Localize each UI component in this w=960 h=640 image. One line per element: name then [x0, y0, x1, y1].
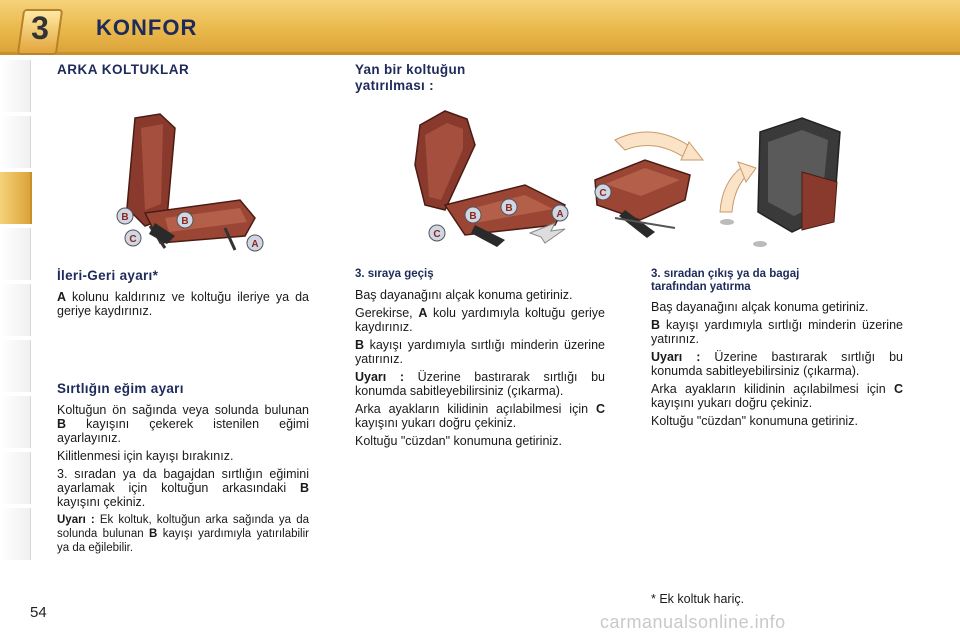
chapter-tab-4[interactable] [0, 228, 31, 280]
heading-third-row-exit: 3. sıradan çıkış ya da bagaj tarafından yatırma [651, 268, 800, 293]
text-third-row-access: Baş dayanağını alçak konuma getiriniz. Gerekirse, A kolu yardımıyla koltuğu geriye kaydırınız. B kayışı yardımıyla sırtlığı minderin üzerine yatırınız. Uyarı : Üzerine bastırarak sırtlığı bu konumda sabitleyebilirsiniz (çıkarma). Arka ayakların kilidinin açılabilmesi için C kayışını yukarı doğru çekiniz. Koltuğu "cüzdan" konumuna getiriniz. [355, 288, 605, 448]
chapter-tab-5[interactable] [0, 284, 31, 336]
footnote: * Ek koltuk hariç. [651, 592, 745, 606]
header-rule [0, 52, 960, 55]
heading-third-row-access: 3. sıraya geçiş [355, 268, 434, 280]
section-title-rear-seats: ARKA KOLTUKLAR [57, 62, 190, 77]
chapter-tabs [0, 60, 34, 575]
page-number: 54 [30, 604, 47, 621]
chapter-tab-2[interactable] [0, 116, 31, 168]
label-c [125, 230, 141, 246]
label-c-3 [595, 184, 611, 200]
chapter-tab-8[interactable] [0, 452, 31, 504]
label-b-4 [501, 199, 517, 215]
seat-fold-illustration-3 [712, 112, 847, 252]
text-backrest-tilt: Koltuğun ön sağında veya solunda bulunan B kayışını çekerek istenilen eğimi ayarlayınız. Kilitlenmesi için kayışı bırakınız. 3. sıradan ya da bagajdan sırtlığın eğimini ayarlamak için koltuğun arkasındaki B kayışını çekiniz. Uyarı : Ek koltuk, koltuğun arka sağında ya da solunda bulunan B kayışı yardımıyla yatırılabilir ya da eğilebilir. [57, 403, 310, 554]
svg-text:B: B [505, 203, 513, 214]
svg-text:A: A [251, 239, 259, 250]
label-c-2 [429, 225, 445, 241]
text-third-row-exit: Baş dayanağını alçak konuma getiriniz. B kayışı yardımıyla sırtlığı minderin üzerine yatırınız. Uyarı : Üzerine bastırarak sırtlığı bu konumda sabitleyebilirsiniz (çıkarma). Arka ayakların kilidinin açılabilmesi için C kayışını yukarı doğru çekiniz. Koltuğu "cüzdan" konumuna getiriniz. [651, 300, 904, 428]
label-b-2 [177, 212, 193, 228]
svg-text:A: A [556, 209, 564, 220]
seat-fold-illustration-2 [585, 120, 715, 240]
svg-text:C: C [433, 229, 441, 240]
chapter-tab-6[interactable] [0, 340, 31, 392]
svg-text:C: C [599, 188, 607, 199]
svg-text:C: C [129, 234, 137, 245]
heading-backrest-tilt: Sırtlığın eğim ayarı [57, 381, 184, 396]
chapter-number: 3 [31, 10, 49, 46]
section-title-fold-side-seat: Yan bir koltuğun yatırılması : [355, 62, 466, 93]
chapter-tab-1[interactable] [0, 60, 31, 112]
watermark: carmanualsonline.info [600, 612, 786, 632]
text-forward-back-adjust: A kolunu kaldırınız ve koltuğu ileriye ya da geriye kaydırınız. [57, 290, 309, 318]
heading-forward-back-adjust: İleri-Geri ayarı* [57, 268, 159, 283]
label-a [247, 235, 263, 251]
svg-text:B: B [181, 216, 189, 227]
chapter-title: KONFOR [96, 15, 198, 40]
label-b-1 [117, 208, 133, 224]
chapter-tab-9[interactable] [0, 508, 31, 560]
rear-seat-illustration [105, 108, 270, 253]
chapter-tab-3-active[interactable] [0, 172, 32, 224]
svg-text:B: B [121, 212, 129, 223]
label-b-3 [465, 207, 481, 223]
chapter-tab-7[interactable] [0, 396, 31, 448]
svg-text:B: B [469, 211, 477, 222]
label-a-2 [552, 205, 568, 221]
seat-fold-illustration-1 [405, 105, 585, 253]
